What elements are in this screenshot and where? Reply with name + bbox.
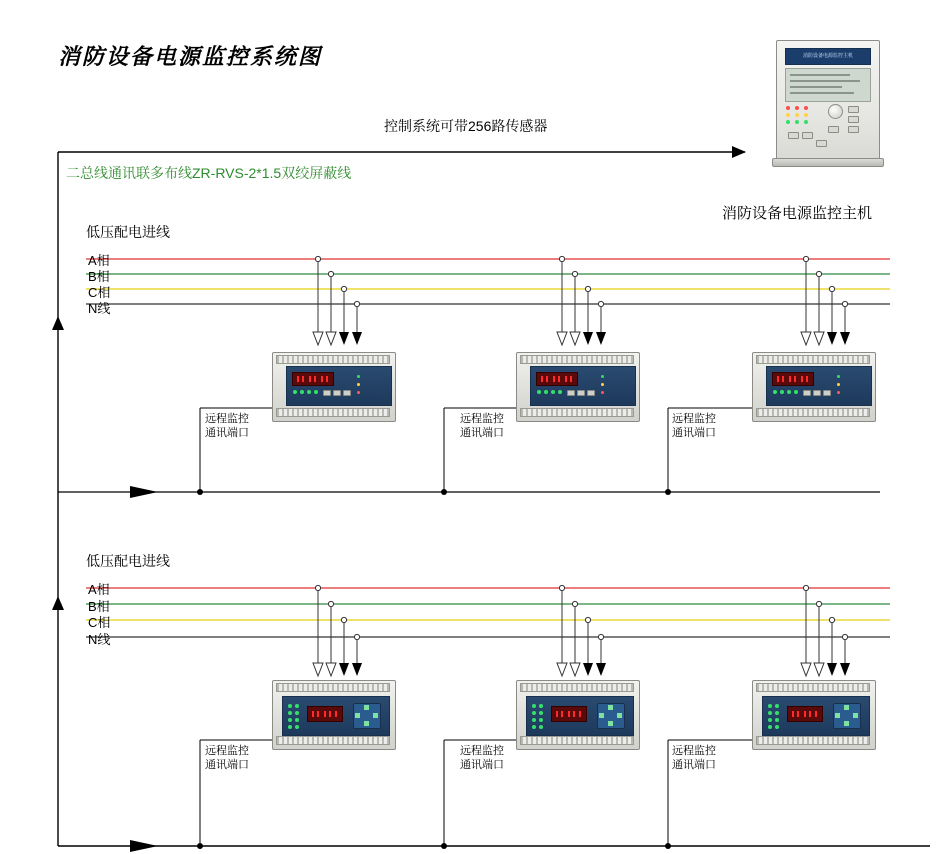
bus-capacity-note: 控制系统可带256路传感器: [384, 118, 548, 134]
group1-incoming-label: 低压配电进线: [86, 224, 170, 240]
port-label-line2: 通讯端口: [672, 427, 716, 439]
port-label-line2: 通讯端口: [205, 427, 249, 439]
group2-phase-a-label: A相: [88, 582, 110, 597]
power-monitor-module[interactable]: [516, 352, 638, 420]
device-display: [536, 372, 578, 386]
device-terminal-strip-top: [756, 355, 870, 364]
port-label-line1: 远程监控: [672, 745, 716, 757]
group1-phase-b-label: B相: [88, 269, 110, 284]
device-display: [292, 372, 334, 386]
device-terminal-strip-top: [520, 683, 634, 692]
group1-phase-n-label: N线: [88, 301, 111, 316]
power-monitor-module[interactable]: [272, 680, 394, 748]
host-base: [772, 158, 884, 167]
host-button-5[interactable]: [788, 132, 799, 139]
host-banner: [785, 48, 871, 65]
device-terminal-strip-bottom: [756, 736, 870, 745]
device-front-panel: [762, 696, 870, 736]
fire-power-monitoring-host[interactable]: [776, 40, 878, 168]
group1-phase-c-label: C相: [88, 285, 111, 300]
host-lcd: [785, 68, 871, 102]
device-terminal-strip-bottom: [276, 736, 390, 745]
device-front-panel: [766, 366, 872, 406]
group2-phase-c-label: C相: [88, 615, 111, 630]
port-label-line2: 通讯端口: [460, 759, 504, 771]
device-display: [551, 706, 587, 722]
host-button-3[interactable]: [848, 126, 859, 133]
bus-cable-label: 二总线通讯联多布线ZR-RVS-2*1.5双绞屏蔽线: [66, 165, 352, 181]
host-button-2[interactable]: [848, 116, 859, 123]
host-knob[interactable]: [828, 104, 843, 119]
device-display: [307, 706, 343, 722]
device-front-panel: [286, 366, 392, 406]
device-terminal-strip-bottom: [756, 408, 870, 417]
port-label-line2: 通讯端口: [205, 759, 249, 771]
power-monitor-module[interactable]: [752, 352, 874, 420]
device-terminal-strip-top: [276, 683, 390, 692]
group2-phase-b-label: B相: [88, 599, 110, 614]
host-label: 消防设备电源监控主机: [722, 205, 873, 222]
group1-device2-port-label: [460, 412, 504, 440]
page-title: 消防设备电源监控系统图: [58, 44, 323, 69]
group2-device1-port-label: [205, 744, 249, 772]
group1-device3-port-label: [672, 412, 716, 440]
device-display: [787, 706, 823, 722]
group1-phase-a-label: A相: [88, 253, 110, 268]
host-button-4[interactable]: [828, 126, 839, 133]
host-banner-text: 消防设备电源监控主机: [802, 53, 853, 59]
host-button-6[interactable]: [802, 132, 813, 139]
device-front-panel: [530, 366, 636, 406]
port-label-line1: 远程监控: [672, 413, 716, 425]
device-terminal-strip-bottom: [520, 736, 634, 745]
device-keypad[interactable]: [597, 703, 625, 729]
device-front-panel: [526, 696, 634, 736]
device-terminal-strip-top: [520, 355, 634, 364]
host-button-1[interactable]: [848, 106, 859, 113]
host-button-7[interactable]: [816, 140, 827, 147]
group2-phase-n-label: N线: [88, 632, 111, 647]
power-monitor-module[interactable]: [516, 680, 638, 748]
group2-device2-port-label: [460, 744, 504, 772]
group2-incoming-label: 低压配电进线: [86, 553, 170, 569]
group2-device3-port-label: [672, 744, 716, 772]
power-monitor-module[interactable]: [272, 352, 394, 420]
port-label-line2: 通讯端口: [672, 759, 716, 771]
device-terminal-strip-bottom: [520, 408, 634, 417]
device-front-panel: [282, 696, 390, 736]
device-display: [772, 372, 814, 386]
port-label-line1: 远程监控: [460, 413, 504, 425]
port-label-line2: 通讯端口: [460, 427, 504, 439]
power-monitor-module[interactable]: [752, 680, 874, 748]
device-keypad[interactable]: [353, 703, 381, 729]
device-terminal-strip-top: [756, 683, 870, 692]
port-label-line1: 远程监控: [205, 413, 249, 425]
port-label-line1: 远程监控: [460, 745, 504, 757]
port-label-line1: 远程监控: [205, 745, 249, 757]
device-terminal-strip-bottom: [276, 408, 390, 417]
device-keypad[interactable]: [833, 703, 861, 729]
group1-device1-port-label: [205, 412, 249, 440]
device-terminal-strip-top: [276, 355, 390, 364]
